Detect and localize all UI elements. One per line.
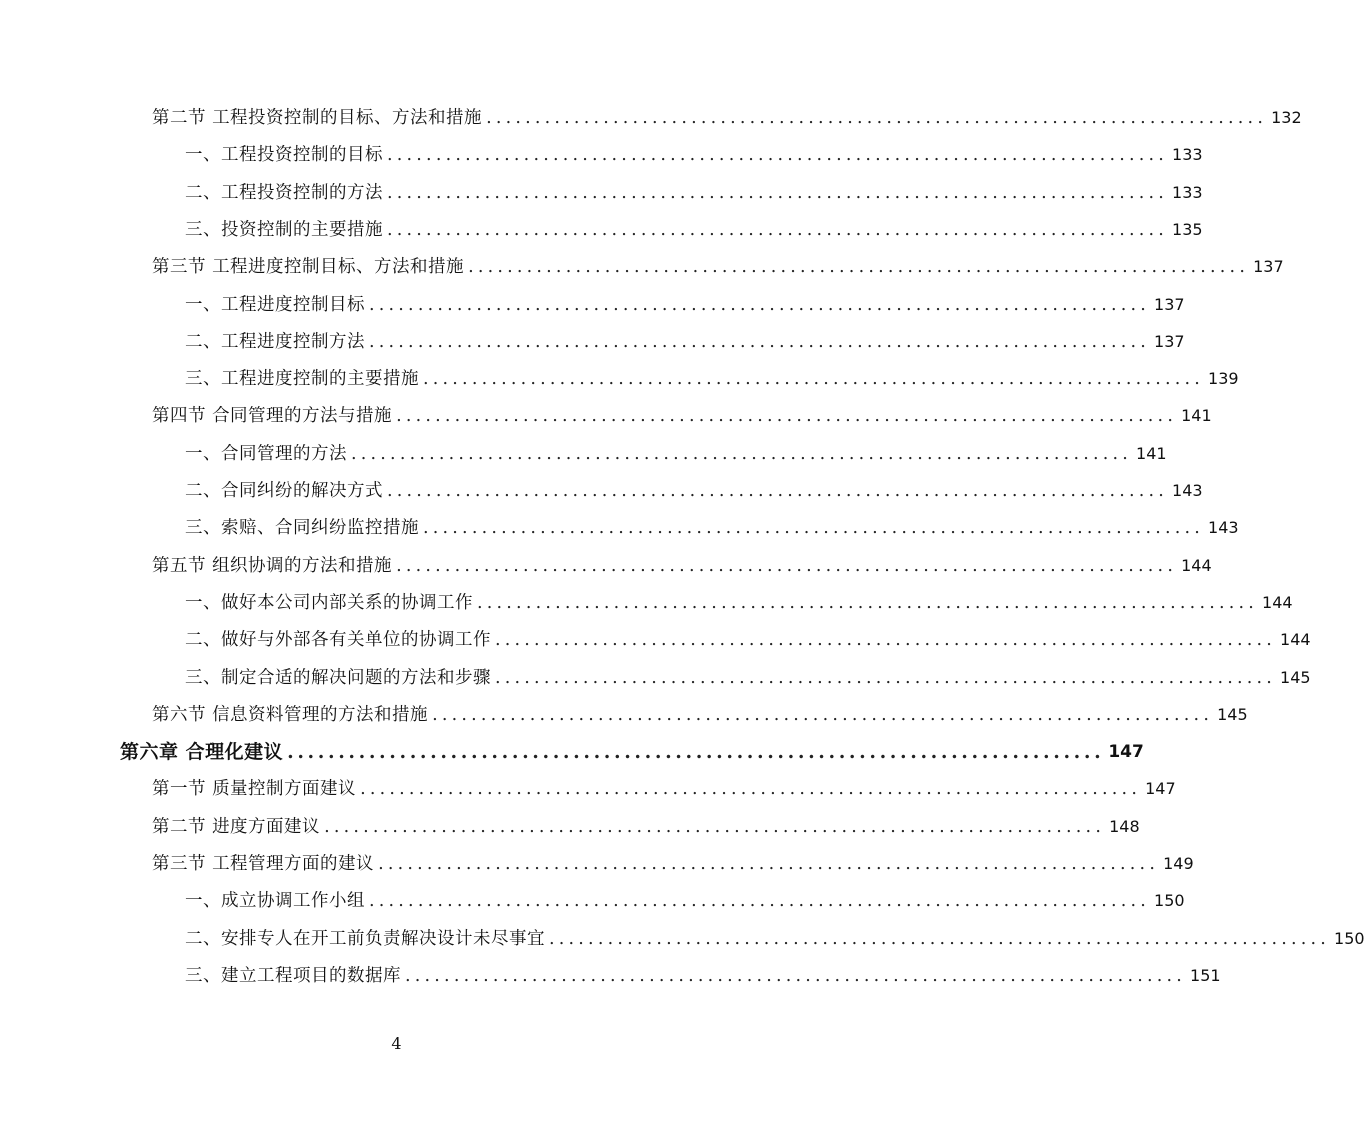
dot-leader: ................................................................................ <box>396 555 1178 576</box>
toc-entry-page: 148 <box>1109 816 1140 836</box>
dot-leader: ................................................................................ <box>486 108 1268 128</box>
toc-entry-page: 147 <box>1145 779 1176 799</box>
toc-subsection-entry[interactable] <box>185 140 1203 170</box>
toc-entry-title: 第三节 工程管理方面的建议 <box>152 854 375 874</box>
dot-leader: ................................................................................ <box>324 816 1106 837</box>
dot-leader: ................................................................................ <box>387 145 1169 166</box>
toc-entry-title: 第五节 组织协调的方法和措施 <box>152 555 393 576</box>
toc-entry-page: 144 <box>1280 630 1311 650</box>
toc-section-entry[interactable] <box>152 551 1212 581</box>
toc-entry-page: 145 <box>1280 667 1311 687</box>
dot-leader: ................................................................................ <box>378 854 1160 874</box>
toc-section-entry[interactable] <box>152 252 1284 282</box>
toc-entry-page: 139 <box>1208 369 1239 389</box>
toc-entry-page: 150 <box>1334 928 1365 948</box>
toc-entry-title: 二、工程投资控制的方法 <box>185 182 383 203</box>
toc-subsection-entry[interactable] <box>185 327 1185 357</box>
toc-entry-title: 第一节 质量控制方面建议 <box>152 779 357 800</box>
toc-chapter-entry[interactable] <box>120 737 1144 767</box>
toc-entry-title: 第六节 信息资料管理的方法和措施 <box>152 704 429 725</box>
dot-leader: ................................................................................ <box>369 294 1151 315</box>
toc-entry-title: 三、制定合适的解决问题的方法和步骤 <box>185 667 491 688</box>
toc-entry-title: 第二节 工程投资控制的目标、方法和措施 <box>152 108 483 128</box>
toc-entry-page: 137 <box>1253 257 1284 277</box>
dot-leader: ................................................................................ <box>369 331 1151 352</box>
toc-entry-page: 143 <box>1208 518 1239 538</box>
toc-entry-title: 一、成立协调工作小组 <box>185 891 365 912</box>
dot-leader: ................................................................................ <box>387 219 1169 240</box>
page-number: 4 <box>391 1034 402 1053</box>
toc-subsection-entry[interactable] <box>185 439 1167 469</box>
toc-section-entry[interactable] <box>152 700 1248 730</box>
toc-entry-page: 135 <box>1172 219 1203 239</box>
dot-leader: ................................................................................ <box>423 369 1205 390</box>
toc-entry-page: 141 <box>1136 443 1167 463</box>
toc-entry-title: 二、合同纠纷的解决方式 <box>185 481 383 501</box>
toc-entry-page: 143 <box>1172 481 1203 500</box>
dot-leader: ................................................................................ <box>468 257 1250 278</box>
dot-leader: ................................................................................ <box>360 779 1142 800</box>
toc-entry-title: 二、做好与外部各有关单位的协调工作 <box>185 630 491 651</box>
toc-subsection-entry[interactable] <box>185 625 1311 655</box>
toc-entry-title: 三、工程进度控制的主要措施 <box>185 369 419 390</box>
toc-subsection-entry[interactable] <box>185 886 1185 916</box>
toc-entry-page: 132 <box>1271 108 1302 127</box>
dot-leader: ................................................................................ <box>477 592 1259 613</box>
toc-entry-page: 144 <box>1262 592 1293 612</box>
dot-leader: ................................................................................ <box>387 481 1169 501</box>
toc-entry-title: 三、投资控制的主要措施 <box>185 219 383 240</box>
toc-subsection-entry[interactable] <box>185 663 1311 693</box>
dot-leader: ................................................................................ <box>396 406 1178 427</box>
toc-entry-title: 一、做好本公司内部关系的协调工作 <box>185 592 473 613</box>
toc-entry-title: 第二节 进度方面建议 <box>152 816 321 837</box>
dot-leader: ................................................................................ <box>351 443 1133 464</box>
toc-entry-title: 二、安排专人在开工前负责解决设计未尽事宜 <box>185 928 545 949</box>
toc-subsection-entry[interactable] <box>185 924 1365 954</box>
toc-entry-title: 第三节 工程进度控制目标、方法和措施 <box>152 257 465 278</box>
toc-section-entry[interactable] <box>152 103 1302 133</box>
toc-entry-page: 145 <box>1217 704 1248 724</box>
dot-leader: ................................................................................ <box>405 965 1187 986</box>
toc-entry-title: 一、工程进度控制目标 <box>185 294 365 315</box>
toc-entry-page: 133 <box>1172 182 1203 202</box>
dot-leader: ................................................................................ <box>423 518 1205 539</box>
toc-subsection-entry[interactable] <box>185 588 1293 618</box>
toc-entry-title: 三、建立工程项目的数据库 <box>185 965 401 986</box>
toc-subsection-entry[interactable] <box>185 476 1203 506</box>
toc-entry-page: 149 <box>1163 854 1194 873</box>
dot-leader: ................................................................................ <box>387 182 1169 203</box>
dot-leader: ................................................................................ <box>495 630 1277 651</box>
toc-entry-title: 一、工程投资控制的目标 <box>185 145 383 166</box>
toc-entry-title: 三、索赔、合同纠纷监控措施 <box>185 518 419 539</box>
toc-entry-title: 第四节 合同管理的方法与措施 <box>152 406 393 427</box>
toc-subsection-entry[interactable] <box>185 364 1239 394</box>
toc-entry-title: 第六章 合理化建议 <box>120 741 284 764</box>
toc-entry-title: 一、合同管理的方法 <box>185 443 347 464</box>
toc-subsection-entry[interactable] <box>185 290 1185 320</box>
toc-section-entry[interactable] <box>152 849 1194 879</box>
toc-section-entry[interactable] <box>152 401 1212 431</box>
toc-entry-page: 151 <box>1190 965 1221 985</box>
toc-subsection-entry[interactable] <box>185 961 1221 991</box>
toc-entry-page: 141 <box>1181 406 1212 426</box>
toc-entry-title: 二、工程进度控制方法 <box>185 331 365 352</box>
toc-entry-page: 137 <box>1154 294 1185 314</box>
dot-leader: ................................................................................ <box>495 667 1277 688</box>
toc-subsection-entry[interactable] <box>185 215 1203 245</box>
toc-section-entry[interactable] <box>152 812 1140 842</box>
dot-leader: ................................................................................ <box>369 891 1151 912</box>
toc-entry-page: 137 <box>1154 331 1185 351</box>
toc-entry-page: 150 <box>1154 891 1185 911</box>
dot-leader: ................................................................................ <box>432 704 1214 725</box>
toc-entry-page: 144 <box>1181 555 1212 575</box>
toc-entry-page: 147 <box>1108 742 1144 763</box>
toc-section-entry[interactable] <box>152 774 1176 804</box>
dot-leader: ................................................................................ <box>549 928 1331 949</box>
toc-subsection-entry[interactable] <box>185 513 1239 543</box>
dot-leader: ................................................................................ <box>287 741 1105 764</box>
toc-entry-page: 133 <box>1172 145 1203 165</box>
toc-subsection-entry[interactable] <box>185 178 1203 208</box>
